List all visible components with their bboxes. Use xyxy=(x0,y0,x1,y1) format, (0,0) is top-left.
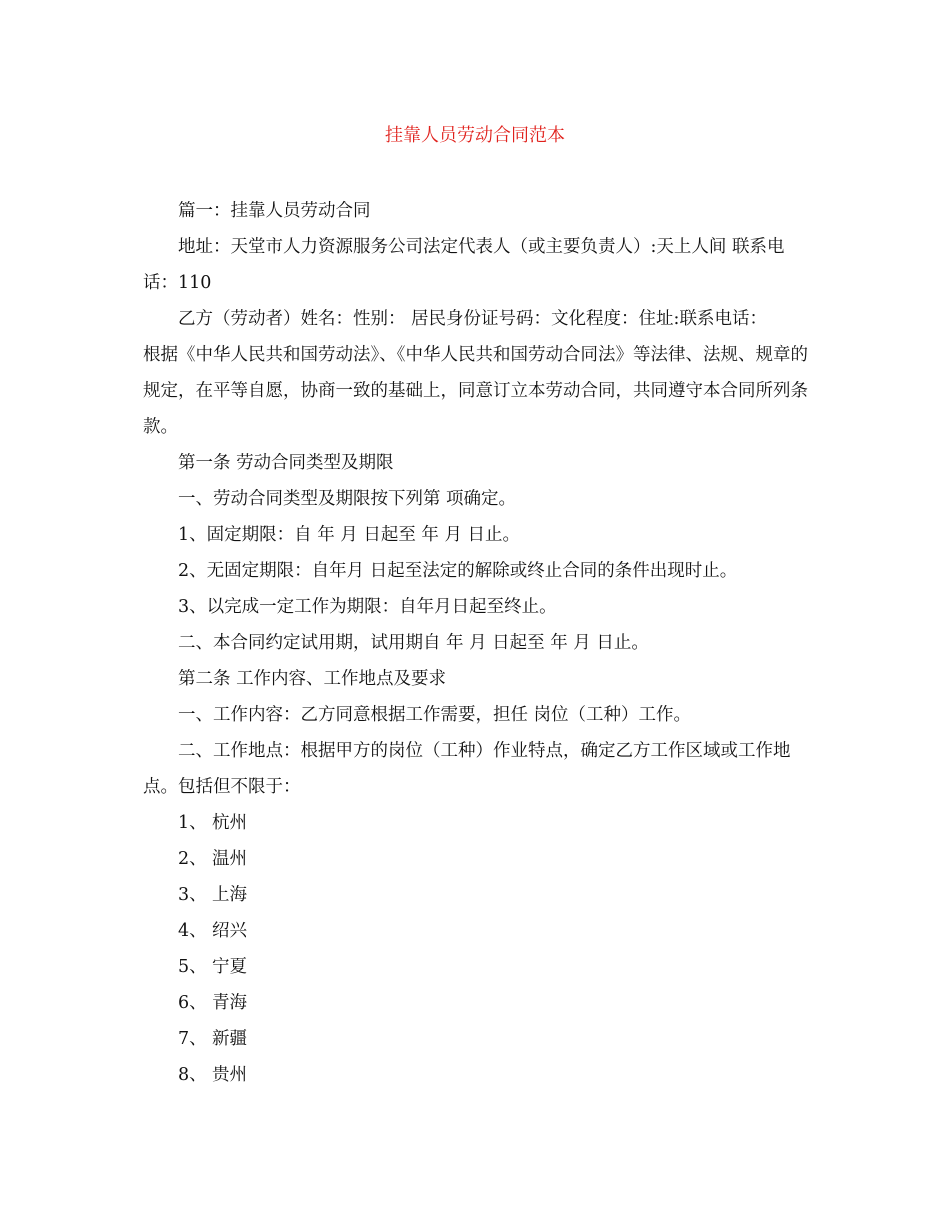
location-item xyxy=(143,949,813,985)
location-number: 6、 xyxy=(178,993,207,1013)
location-name: 温州 xyxy=(212,849,247,869)
location-name: 新疆 xyxy=(212,1029,247,1049)
location-item xyxy=(143,985,813,1021)
location-number: 8、 xyxy=(178,1065,207,1085)
location-number: 4、 xyxy=(178,921,207,941)
location-item xyxy=(143,841,813,877)
article-1-item-1: 1、固定期限：自 年 月 日起至 年 月 日止。 xyxy=(178,525,521,545)
location-number: 1、 xyxy=(178,813,207,833)
article-1-heading: 第一条 劳动合同类型及期限 xyxy=(178,453,394,473)
paragraph-heading: 篇一：挂靠人员劳动合同 xyxy=(178,201,371,221)
article-2-heading: 第二条 工作内容、工作地点及要求 xyxy=(178,669,447,689)
location-item xyxy=(143,1021,813,1057)
location-name: 贵州 xyxy=(212,1065,247,1085)
location-name: 绍兴 xyxy=(212,921,247,941)
document-body xyxy=(143,193,813,1093)
location-name: 宁夏 xyxy=(212,957,247,977)
document-title: 挂靠人员劳动合同范本 xyxy=(385,125,565,146)
location-number: 7、 xyxy=(178,1029,207,1049)
location-item xyxy=(143,805,813,841)
article-1-clause-1: 一、劳动合同类型及期限按下列第 项确定。 xyxy=(178,489,517,509)
location-item xyxy=(143,1057,813,1093)
location-number: 2、 xyxy=(178,849,207,869)
paragraph-party-a: 地址：天堂市人力资源服务公司法定代表人（或主要负责人）:天上人间 联系电话：110 xyxy=(143,237,785,293)
location-name: 杭州 xyxy=(212,813,247,833)
location-name: 上海 xyxy=(212,885,247,905)
paragraph-party-b: 乙方（劳动者）姓名：性别： 居民身份证号码：文化程度：住址:联系电话： xyxy=(178,309,767,329)
location-number: 3、 xyxy=(178,885,207,905)
article-1-item-3: 3、以完成一定工作为期限：自年月日起至终止。 xyxy=(178,597,557,617)
location-number: 5、 xyxy=(178,957,207,977)
location-name: 青海 xyxy=(212,993,247,1013)
article-1-item-2: 2、无固定期限：自年月 日起至法定的解除或终止合同的条件出现时止。 xyxy=(178,561,738,581)
location-item xyxy=(143,877,813,913)
article-2-clause-1: 一、工作内容：乙方同意根据工作需要，担任 岗位（工种）工作。 xyxy=(178,705,692,725)
article-2-clause-2: 二、工作地点：根据甲方的岗位（工种）作业特点，确定乙方工作区域或工作地点。包括但不限于： xyxy=(143,741,791,797)
paragraph-legal-basis: 根据《中华人民共和国劳动法》、《中华人民共和国劳动合同法》等法律、法规、规章的规定，在平等自愿，协商一致的基础上，同意订立本劳动合同，共同遵守本合同所列条款。 xyxy=(143,345,808,437)
article-1-clause-2: 二、本合同约定试用期，试用期自 年 月 日起至 年 月 日止。 xyxy=(178,633,649,653)
location-item xyxy=(143,913,813,949)
